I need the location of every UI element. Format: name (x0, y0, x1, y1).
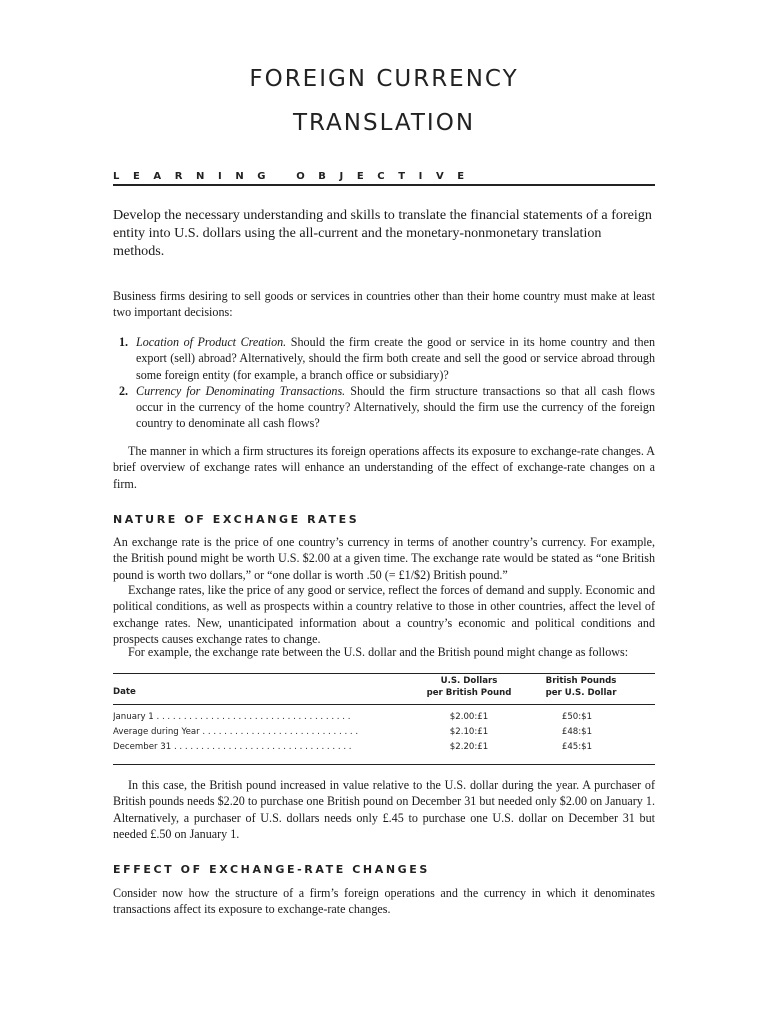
decision-number: 1. (119, 335, 129, 349)
decision-list (113, 334, 655, 432)
table-header-date: Date (113, 687, 136, 697)
nature-paragraph-1: An exchange rate is the price of one country’s currency in terms of another country’s currency. For example, the British pound might be worth U.S. $2.00 at a given time. The exchange rate would be stated as “one British pound is worth two dollars,” or “one dollar is worth .50 (= £1/$2) British pound.” (113, 535, 655, 582)
chapter-title-line2: TRANSLATION (292, 110, 476, 136)
row-usd-rate: $2.10:£1 (449, 727, 489, 737)
row-gbp-rate: £48:$1 (561, 727, 593, 737)
row-gbp-rate: £50:$1 (561, 712, 593, 722)
table-header-gbp-per-usd (531, 676, 631, 699)
row-date-label: January 1 . . . . . . . . . . . . . . . . . . . . . . . . . . . . . . . . . . . . (113, 712, 351, 722)
table-row (113, 742, 655, 757)
table-bottom-rule (113, 764, 655, 765)
section-heading-nature: NATURE OF EXCHANGE RATES (113, 513, 360, 526)
header-line: U.S. Dollars (440, 676, 498, 686)
table-header-rule (113, 704, 655, 705)
after-table-paragraph: In this case, the British pound increased in value relative to the U.S. dollar during the year. A purchaser of British pounds needs $2.20 to purchase one British pound on December 31 but needed only $2.00 on January 1. Alternatively, a purchaser of U.S. dollars needs only £.45 to purchase one U.S. dollar on December 31 but needed £.50 on January 1. (113, 778, 655, 841)
row-usd-rate: $2.00:£1 (449, 712, 489, 722)
intro-closing-paragraph: The manner in which a firm structures its foreign operations affects its exposure to exchange-rate changes. A brief overview of exchange rates will enhance an understanding of the effect of exchange-rate changes on a firm. (113, 444, 655, 491)
learning-objective-rule (113, 184, 655, 186)
table-row (113, 727, 655, 742)
nature-paragraph-3: For example, the exchange rate between the U.S. dollar and the British pound might change as follows: (128, 645, 629, 659)
header-line: per U.S. Dollar (545, 687, 617, 698)
intro-paragraph: Business firms desiring to sell goods or services in countries other than their home country must make at least two important decisions: (113, 289, 655, 320)
table-header-usd-per-gbp (409, 676, 529, 699)
decision-term: Location of Product Creation. (136, 335, 287, 349)
header-line: per British Pound (426, 687, 512, 698)
decision-item-2 (113, 383, 655, 432)
table-top-rule (113, 673, 655, 674)
learning-objective-label: LEARNING OBJECTIVE (113, 171, 478, 182)
decision-number: 2. (119, 383, 129, 398)
row-date-label: Average during Year . . . . . . . . . . . . . . . . . . . . . . . . . . . . . (113, 727, 359, 737)
row-date-label: December 31 . . . . . . . . . . . . . . . . . . . . . . . . . . . . . . . . . (113, 742, 352, 752)
row-usd-rate: $2.20:£1 (449, 742, 489, 752)
effect-paragraph-1: Consider now how the structure of a firm’s foreign operations and the currency in which it denominates transactions affect its exposure to exchange-rate changes. (113, 886, 655, 917)
header-line: British Pounds (545, 676, 617, 686)
decision-text: Should the firm create the good or service in its home country and then export (sell) abroad? Alternatively, should the firm both create and sell the good or service abroad through some foreign entity (for example, a branch office or subsidiary)? (136, 335, 655, 382)
section-heading-effect: EFFECT OF EXCHANGE-RATE CHANGES (113, 863, 430, 876)
learning-objective-text: Develop the necessary understanding and skills to translate the financial statements of a foreign entity into U.S. dollars using the all-current and the monetary-nonmonetary translation methods. (113, 207, 652, 259)
nature-paragraph-2: Exchange rates, like the price of any good or service, reflect the forces of demand and supply. Economic and political conditions, as well as prospects within a country relative to those in other countries, affect the level of exchange rates. New, unanticipated information about a country’s economic and political conditions and prospects causes exchange rates to change. (113, 583, 655, 646)
table-row (113, 712, 655, 727)
decision-item-1 (113, 334, 655, 383)
chapter-title-line1: FOREIGN CURRENCY (249, 66, 519, 92)
row-gbp-rate: £45:$1 (561, 742, 593, 752)
decision-text: Should the firm structure transactions so that all cash flows occur in the currency of the home country? Alternatively, should the firm use the currency of the foreign country to denominate all cash flows? (136, 383, 655, 431)
decision-term: Currency for Denominating Transactions. (136, 383, 346, 398)
